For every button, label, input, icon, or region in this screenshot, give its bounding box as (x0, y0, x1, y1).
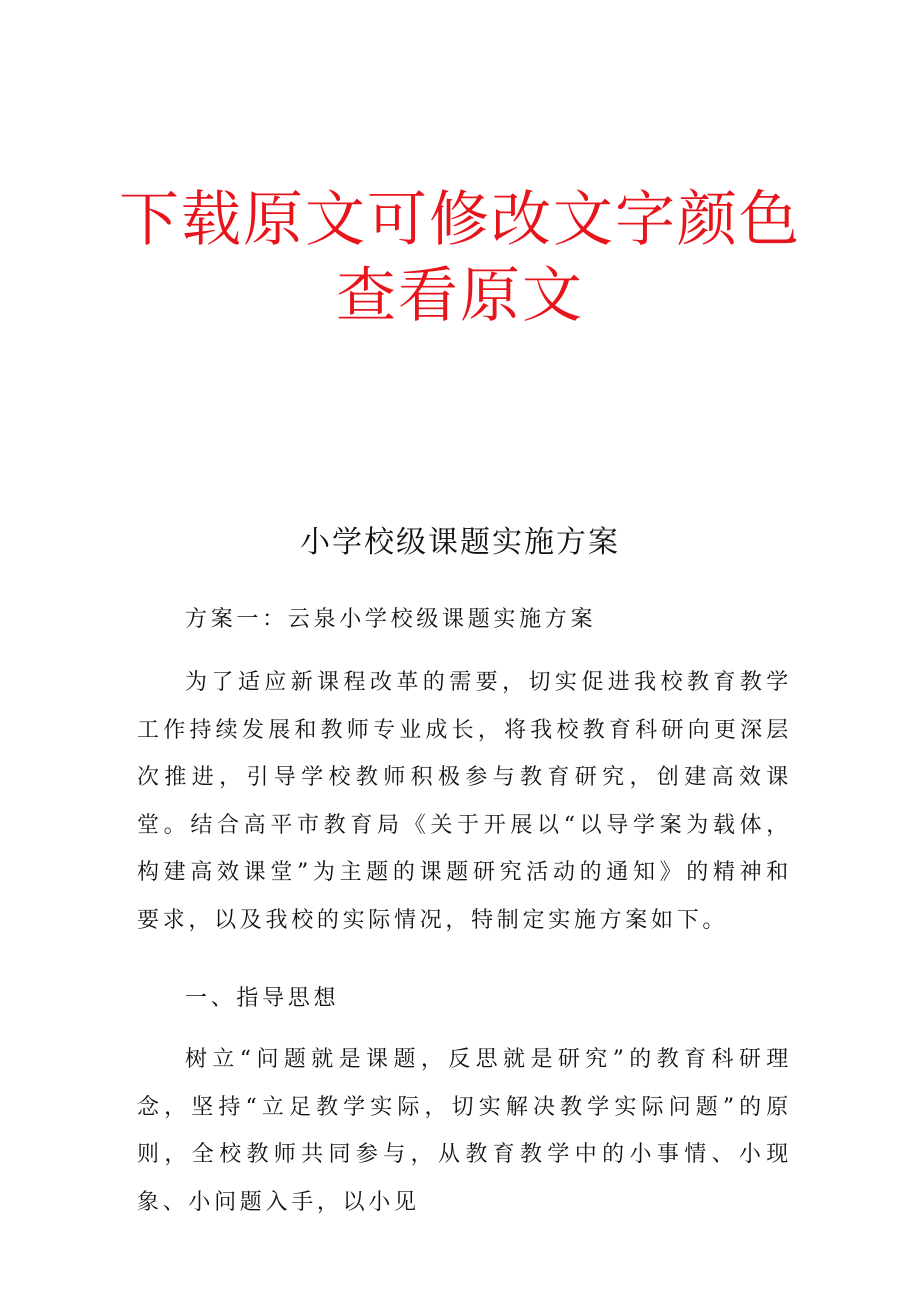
plan-subtitle: 方案一：云泉小学校级课题实施方案 (185, 607, 597, 632)
download-banner-line-1[interactable]: 下载原文可修改文字颜色 (119, 185, 801, 255)
guiding-ideology-paragraph: 树立“问题就是课题，反思就是研究”的教育科研理念，坚持“立足教学实际，切实解决教学实际问题”的原则，全校教师共同参与，从教育教学中的小事情、小现象、小问题入手，以小见 (137, 1047, 792, 1215)
document-title: 小学校级课题实施方案 (300, 525, 620, 560)
section-heading-guiding-ideology: 一、指导思想 (185, 986, 340, 1011)
intro-paragraph: 为了适应新课程改革的需要，切实促进我校教育教学工作持续发展和教师专业成长，将我校教育科研向更深层次推进，引导学校教师积极参与教育研究，创建高效课堂。结合高平市教育局《关于开展以“以导学案为载体，构建高效课堂”为主题的课题研究活动的通知》的精神和要求，以及我校的实际情况，特制定实施方案如下。 (137, 670, 792, 933)
view-original-banner[interactable]: 查看原文 (336, 261, 584, 331)
